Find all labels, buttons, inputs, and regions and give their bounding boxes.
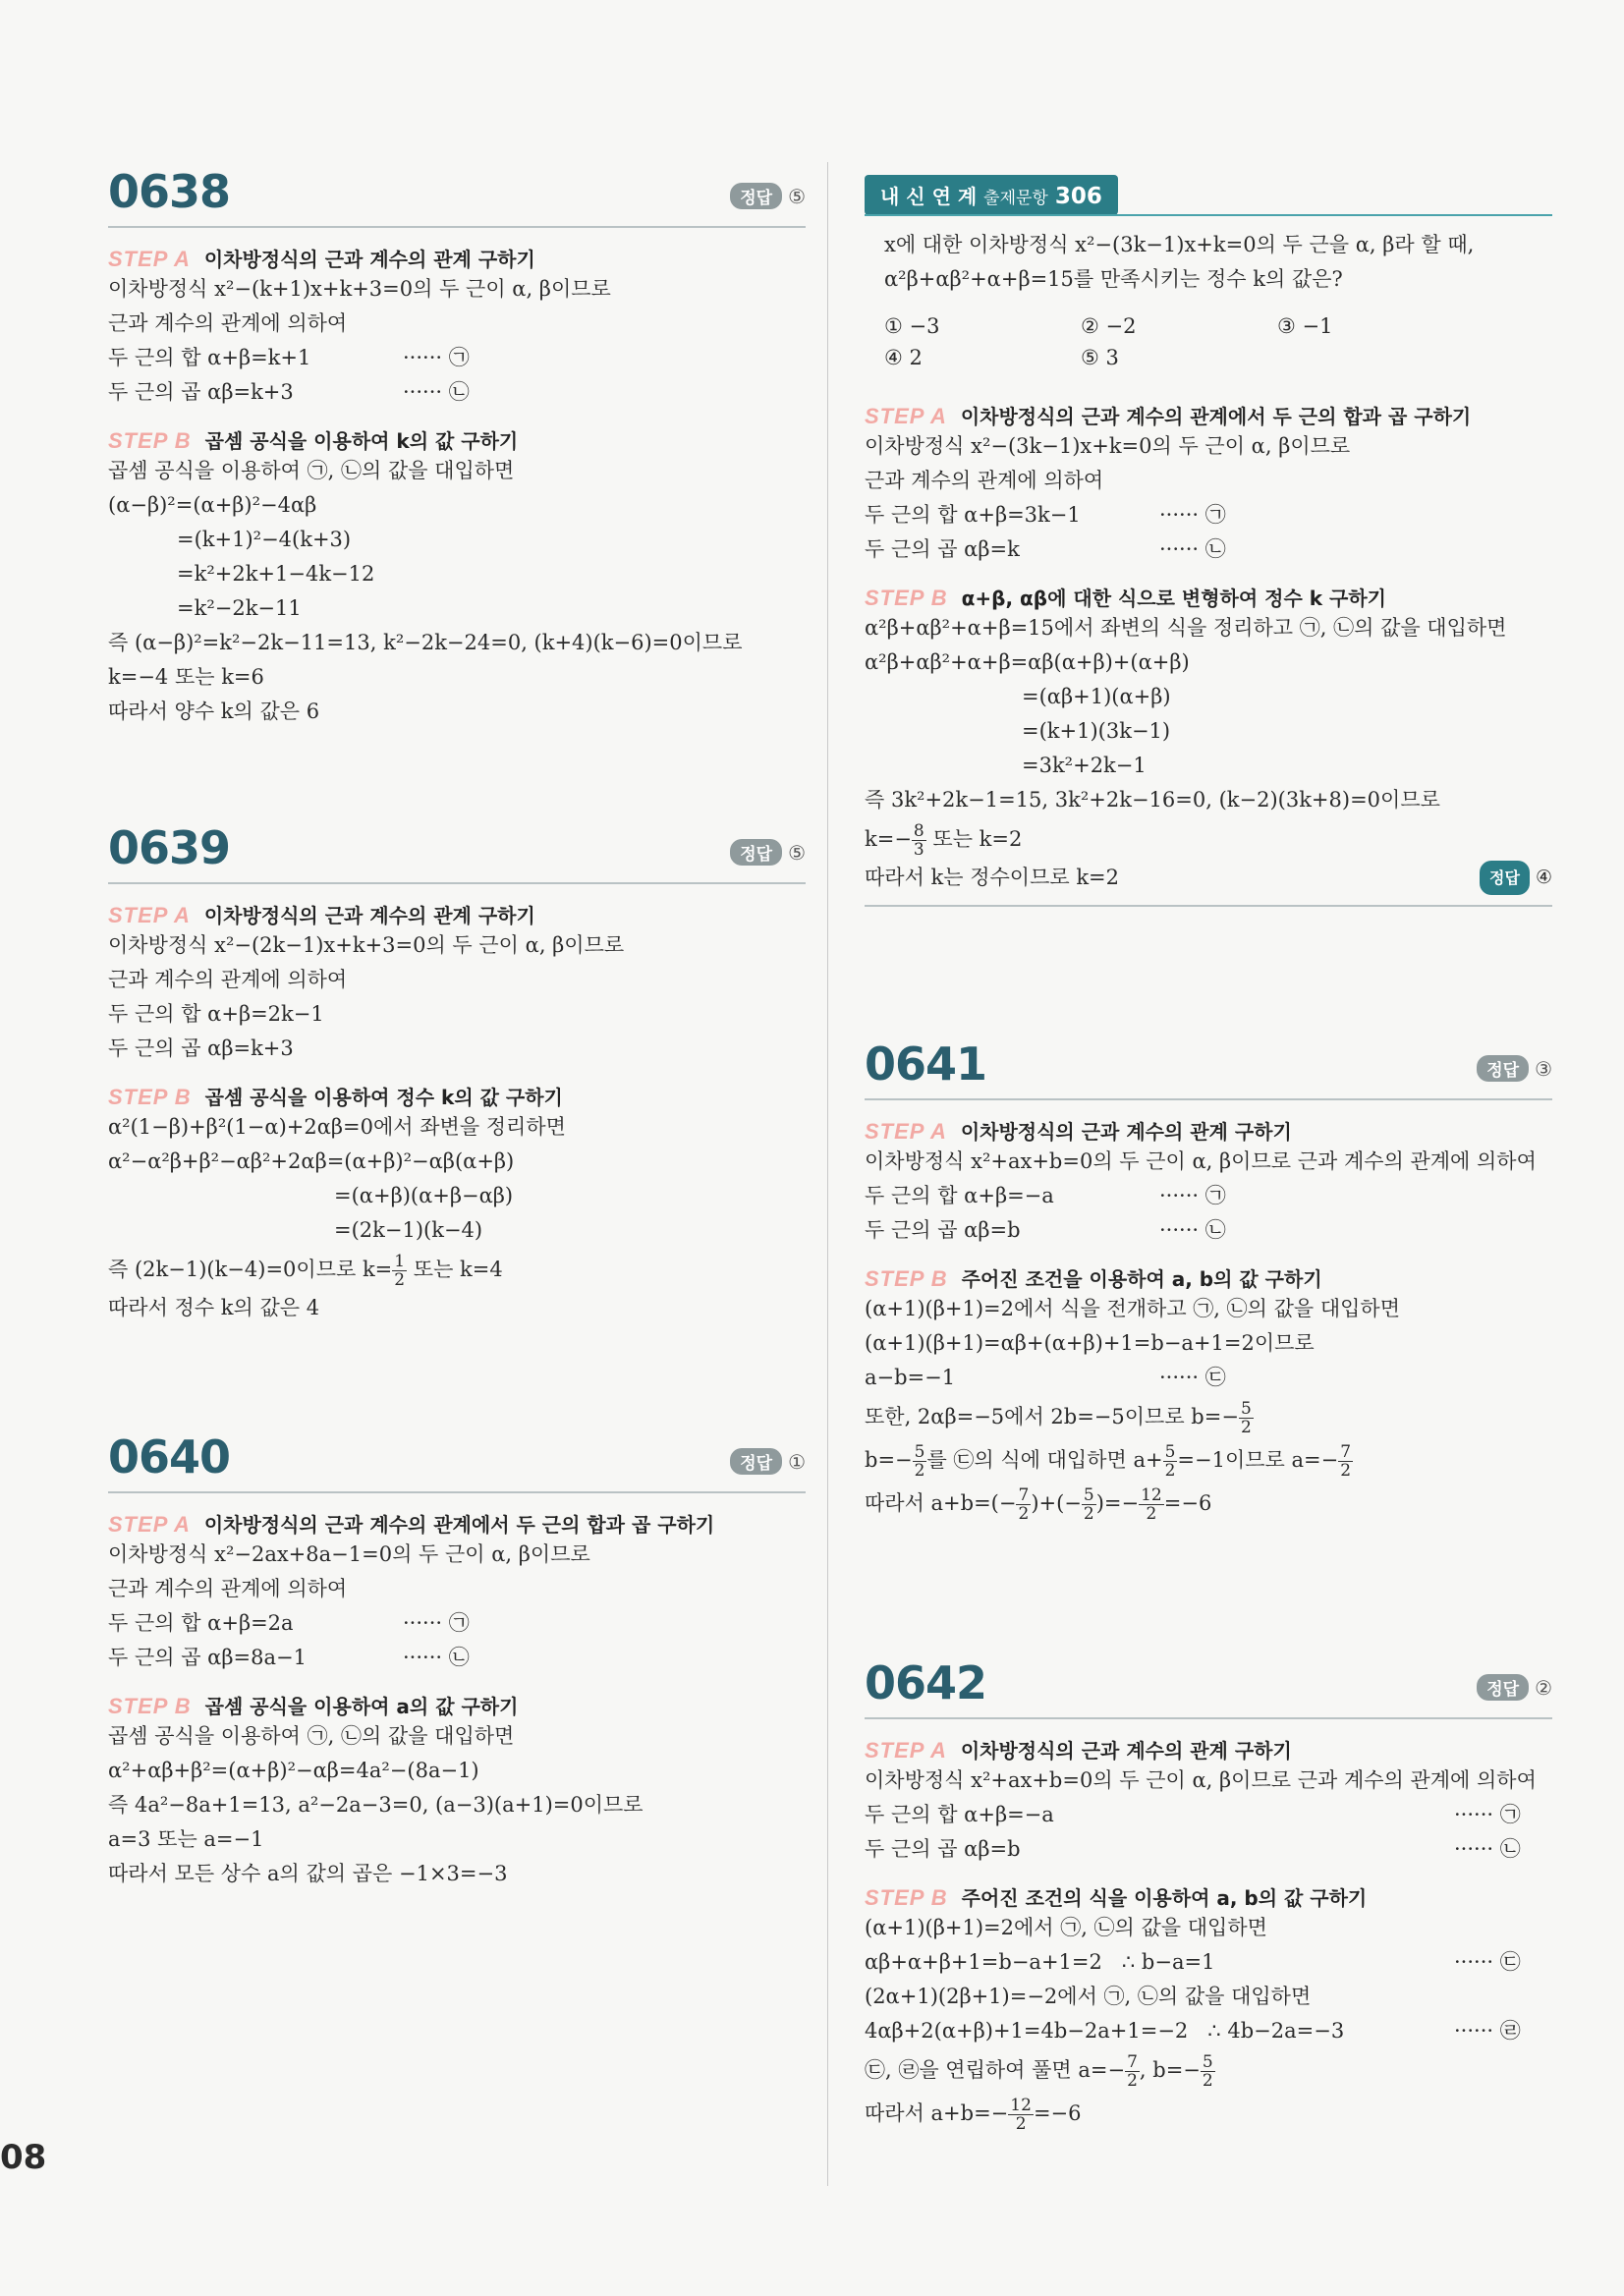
problem-number: 0639 bbox=[108, 821, 231, 874]
step-title: 주어진 조건의 식을 이용하여 a, b의 값 구하기 bbox=[961, 1886, 1368, 1910]
equation-tag: ······ ㉡ bbox=[1159, 537, 1226, 561]
problem-number: 0641 bbox=[865, 1037, 987, 1091]
text-line bbox=[865, 1945, 1552, 1980]
question-line: x에 대한 이차방정식 x²−(3k−1)x+k=0의 두 근을 α, β라 할 때, bbox=[884, 233, 1475, 256]
text-line bbox=[865, 498, 1552, 532]
text-line: 즉 4a²−8a+1=13, a²−2a−3=0, (a−3)(a+1)=0이므로 bbox=[108, 1793, 644, 1817]
choice: ① −3 bbox=[884, 314, 940, 338]
answer-value: ② bbox=[1535, 1676, 1552, 1700]
text-line: 이차방정식 x²−2ax+8a−1=0의 두 근이 α, β이므로 bbox=[108, 1542, 590, 1566]
numerator: 5 bbox=[1083, 1485, 1094, 1505]
fraction bbox=[392, 1253, 407, 1289]
equation: a−b=−1 bbox=[865, 1366, 956, 1389]
fraction bbox=[1016, 1486, 1031, 1523]
answer-value: ⑤ bbox=[788, 841, 806, 865]
problem-number: 0638 bbox=[108, 165, 231, 218]
text-part: 또한, 2αβ=−5에서 2b=−5이므로 b=− bbox=[865, 1405, 1239, 1428]
choice: ③ −1 bbox=[1277, 314, 1333, 338]
denominator: 2 bbox=[1240, 1418, 1252, 1437]
step-label: STEP B bbox=[865, 1885, 948, 1910]
text-line: 즉 (α−β)²=k²−2k−11=13, k²−2k−24=0, (k+4)(k−6)=0이므로 bbox=[108, 631, 743, 654]
numerator: 12 bbox=[1010, 2096, 1032, 2115]
equation: 두 근의 합 α+β=−a bbox=[865, 1184, 1054, 1207]
text-line bbox=[865, 2048, 1552, 2092]
denominator: 2 bbox=[1202, 2071, 1213, 2091]
text-part: =−6 bbox=[1163, 1491, 1212, 1515]
denominator: 2 bbox=[1127, 2071, 1138, 2091]
naesin-sub: 출제문항 bbox=[983, 189, 1048, 208]
text-line bbox=[865, 1832, 1552, 1867]
text-line: α²β+αβ²+α+β=15에서 좌변의 식을 정리하고 ㉠, ㉡의 값을 대입하면 bbox=[865, 616, 1507, 640]
denominator: 2 bbox=[1164, 1461, 1176, 1481]
text-line: 근과 계수의 관계에 의하여 bbox=[108, 1577, 348, 1600]
numerator: 5 bbox=[1240, 1399, 1252, 1419]
text-line: 이차방정식 x²+ax+b=0의 두 근이 α, β이므로 근과 계수의 관계에 의하여 bbox=[865, 1768, 1537, 1792]
text-line: 이차방정식 x²−(3k−1)x+k=0의 두 근이 α, β이므로 bbox=[865, 434, 1351, 458]
answer-value: ⑤ bbox=[788, 185, 806, 208]
numerator: 5 bbox=[1202, 2052, 1213, 2072]
text-line bbox=[865, 1798, 1552, 1832]
step-a-heading bbox=[108, 900, 806, 928]
text-line: (2α+1)(2β+1)=−2에서 ㉠, ㉡의 값을 대입하면 bbox=[865, 1985, 1312, 2008]
problem-0639 bbox=[108, 821, 806, 1325]
divider bbox=[865, 905, 1552, 907]
text-line: 이차방정식 x²+ax+b=0의 두 근이 α, β이므로 근과 계수의 관계에 의하여 bbox=[865, 1149, 1537, 1173]
equation-tag: ······ ㉢ bbox=[1454, 1950, 1521, 1974]
text-part: )+(− bbox=[1031, 1491, 1082, 1515]
naesin-rule bbox=[865, 214, 1552, 216]
step-label: STEP A bbox=[108, 1512, 191, 1537]
step-label: STEP B bbox=[108, 1694, 192, 1718]
equation: =(α+β)(α+β−αβ) bbox=[334, 1184, 514, 1207]
equation-tag: ······ ㉠ bbox=[1159, 1184, 1226, 1207]
text-line bbox=[108, 375, 806, 410]
step-a-heading bbox=[865, 401, 1552, 429]
text-line: 즉 3k²+2k−1=15, 3k²+2k−16=0, (k−2)(3k+8)=0이므로 bbox=[865, 788, 1440, 812]
text-line bbox=[865, 1482, 1552, 1525]
numerator: 7 bbox=[1018, 1485, 1030, 1505]
fraction bbox=[1239, 1400, 1254, 1436]
equation: =(2k−1)(k−4) bbox=[334, 1218, 483, 1242]
denominator: 2 bbox=[1018, 1504, 1030, 1524]
numerator: 1 bbox=[394, 1252, 406, 1271]
numerator: 7 bbox=[1127, 2052, 1138, 2072]
text-line bbox=[865, 1361, 1552, 1395]
equation-tag: ······ ㉡ bbox=[1454, 1837, 1521, 1861]
denominator: 2 bbox=[1015, 2114, 1027, 2134]
step-b-heading bbox=[865, 1263, 1552, 1292]
step-title: 곱셈 공식을 이용하여 a의 값 구하기 bbox=[204, 1695, 519, 1718]
choice: ② −2 bbox=[1081, 314, 1137, 338]
text-line: 곱셈 공식을 이용하여 ㉠, ㉡의 값을 대입하면 bbox=[108, 459, 515, 482]
equation: 두 근의 곱 αβ=b bbox=[865, 1218, 1021, 1242]
text-line bbox=[108, 1641, 806, 1675]
step-title: 이차방정식의 근과 계수의 관계 구하기 bbox=[203, 904, 535, 927]
numerator: 5 bbox=[1164, 1442, 1176, 1462]
answer-badge: 정답 bbox=[730, 183, 782, 209]
step-a-heading bbox=[108, 244, 806, 272]
answer-badge: 정답 bbox=[1480, 861, 1530, 895]
text-line: 따라서 정수 k의 값은 4 bbox=[108, 1296, 320, 1319]
text-part: 또는 k=4 bbox=[407, 1258, 503, 1281]
answer-value: ③ bbox=[1535, 1057, 1552, 1081]
text-part: =−1이므로 a=− bbox=[1177, 1448, 1339, 1472]
denominator: 2 bbox=[1146, 1504, 1157, 1524]
equation: 두 근의 곱 αβ=k+3 bbox=[108, 380, 294, 404]
choice: ④ 2 bbox=[884, 346, 923, 369]
text-part: , b=− bbox=[1139, 2058, 1201, 2082]
divider bbox=[108, 882, 806, 884]
text-part: ㉢, ㉣을 연립하여 풀면 a=− bbox=[865, 2058, 1126, 2082]
naesin-header bbox=[865, 175, 1118, 214]
equation: 두 근의 곱 αβ=8a−1 bbox=[108, 1646, 307, 1669]
equation: α²+αβ+β²=(α+β)²−αβ=4a²−(8a−1) bbox=[108, 1759, 479, 1782]
divider bbox=[865, 1098, 1552, 1100]
equation: αβ+α+β+1=b−a+1=2 ∴ b−a=1 bbox=[865, 1950, 1215, 1974]
step-label: STEP A bbox=[865, 1119, 947, 1144]
equation: 두 근의 곱 αβ=k bbox=[865, 537, 1020, 561]
text-line: (α+1)(β+1)=2에서 식을 전개하고 ㉠, ㉡의 값을 대입하면 bbox=[865, 1297, 1400, 1320]
step-title: 이차방정식의 근과 계수의 관계 구하기 bbox=[203, 248, 535, 271]
text-line bbox=[865, 817, 1552, 861]
problem-0640 bbox=[108, 1430, 806, 1891]
text-line: 곱셈 공식을 이용하여 ㉠, ㉡의 값을 대입하면 bbox=[108, 1724, 515, 1748]
equation-tag: ······ ㉡ bbox=[403, 380, 470, 404]
equation: 두 근의 합 α+β=k+1 bbox=[108, 346, 311, 369]
equation: α²−α²β+β²−αβ²+2αβ=(α+β)²−αβ(α+β) bbox=[108, 1149, 515, 1173]
equation-tag: ······ ㉡ bbox=[1159, 1218, 1226, 1242]
step-title: 주어진 조건을 이용하여 a, b의 값 구하기 bbox=[961, 1267, 1322, 1291]
step-title: 이차방정식의 근과 계수의 관계 구하기 bbox=[960, 1120, 1292, 1144]
step-a-heading bbox=[865, 1735, 1552, 1764]
divider bbox=[108, 226, 806, 228]
problem-0642 bbox=[865, 1656, 1552, 2135]
text-line bbox=[865, 861, 1552, 895]
problem-number: 0642 bbox=[865, 1656, 987, 1709]
fraction bbox=[1008, 2097, 1034, 2133]
answer-label bbox=[730, 839, 806, 866]
answer-label bbox=[730, 1448, 806, 1475]
problem-number: 0640 bbox=[108, 1430, 231, 1484]
step-a-heading bbox=[108, 1509, 806, 1538]
numerator: 7 bbox=[1340, 1442, 1352, 1462]
page-number: 08 bbox=[0, 2138, 47, 2177]
step-b-heading bbox=[865, 1882, 1552, 1911]
text-line: (α+1)(β+1)=αβ+(α+β)+1=b−a+1=2이므로 bbox=[865, 1331, 1315, 1355]
numerator: 5 bbox=[914, 1442, 925, 1462]
text-line bbox=[108, 1248, 806, 1291]
text-line bbox=[865, 1213, 1552, 1248]
step-label: STEP B bbox=[108, 428, 192, 453]
denominator: 2 bbox=[394, 1270, 406, 1290]
column-divider bbox=[827, 162, 828, 2186]
denominator: 2 bbox=[1083, 1504, 1094, 1524]
problem-0641 bbox=[865, 1037, 1552, 1525]
answer-badge: 정답 bbox=[1477, 1055, 1529, 1082]
conclusion: 따라서 k는 정수이므로 k=2 bbox=[865, 866, 1120, 889]
equation: 두 근의 합 α+β=−a bbox=[865, 1803, 1054, 1826]
step-b-heading bbox=[108, 1082, 806, 1110]
step-label: STEP B bbox=[865, 586, 948, 610]
equation-tag: ······ ㉣ bbox=[1454, 2019, 1521, 2043]
denominator: 2 bbox=[1340, 1461, 1352, 1481]
step-b-heading bbox=[865, 583, 1552, 611]
naesin-problem bbox=[865, 228, 1552, 907]
answer-label bbox=[1477, 1055, 1552, 1082]
step-label: STEP A bbox=[865, 404, 947, 428]
text-line: 이차방정식 x²−(2k−1)x+k+3=0의 두 근이 α, β이므로 bbox=[108, 933, 625, 957]
problem-0638 bbox=[108, 165, 806, 729]
step-title: 이차방정식의 근과 계수의 관계에서 두 근의 합과 곱 구하기 bbox=[203, 1513, 715, 1537]
step-b-heading bbox=[108, 425, 806, 454]
text-line: 근과 계수의 관계에 의하여 bbox=[865, 469, 1104, 492]
text-part: 따라서 a+b=(− bbox=[865, 1491, 1017, 1515]
text-part: )=− bbox=[1095, 1491, 1140, 1515]
text-line bbox=[865, 2092, 1552, 2135]
fraction bbox=[912, 822, 926, 859]
text-part: 또는 k=2 bbox=[925, 827, 1023, 851]
text-line: 두 근의 합 α+β=2k−1 bbox=[108, 1002, 324, 1026]
step-title: 곱셈 공식을 이용하여 정수 k의 값 구하기 bbox=[204, 1086, 563, 1109]
fraction bbox=[1139, 1486, 1164, 1523]
text-line: 따라서 모든 상수 a의 값의 곱은 −1×3=−3 bbox=[108, 1862, 508, 1885]
text-line bbox=[865, 1438, 1552, 1482]
text-line: α²(1−β)+β²(1−α)+2αβ=0에서 좌변을 정리하면 bbox=[108, 1115, 566, 1139]
step-title: 곱셈 공식을 이용하여 k의 값 구하기 bbox=[204, 429, 519, 453]
equation: 두 근의 합 α+β=3k−1 bbox=[865, 503, 1081, 527]
equation: =k²−2k−11 bbox=[177, 596, 302, 620]
denominator: 3 bbox=[913, 840, 924, 860]
equation-tag: ······ ㉡ bbox=[403, 1646, 470, 1669]
equation: 두 근의 곱 αβ=b bbox=[865, 1837, 1021, 1861]
text-part: k=− bbox=[865, 827, 912, 851]
equation: (α−β)²=(α+β)²−4αβ bbox=[108, 493, 317, 517]
text-part: 를 ㉢의 식에 대입하면 a+ bbox=[926, 1448, 1163, 1472]
equation: =k²+2k+1−4k−12 bbox=[177, 562, 375, 586]
equation-tag: ······ ㉠ bbox=[403, 1611, 470, 1635]
text-line: 두 근의 곱 αβ=k+3 bbox=[108, 1036, 294, 1060]
equation: α²β+αβ²+α+β=αβ(α+β)+(α+β) bbox=[865, 650, 1190, 674]
answer-label bbox=[1477, 1674, 1552, 1701]
text-line: 근과 계수의 관계에 의하여 bbox=[108, 968, 348, 991]
text-part: 즉 (2k−1)(k−4)=0이므로 k= bbox=[108, 1258, 393, 1281]
question-line: α²β+αβ²+α+β=15를 만족시키는 정수 k의 값은? bbox=[884, 267, 1343, 291]
equation: =(k+1)(3k−1) bbox=[1022, 719, 1171, 743]
fraction bbox=[1338, 1443, 1353, 1480]
text-line bbox=[108, 1606, 806, 1641]
choices-row bbox=[865, 310, 1552, 342]
answer-badge: 정답 bbox=[730, 1448, 782, 1475]
divider bbox=[108, 1491, 806, 1493]
equation-tag: ······ ㉠ bbox=[403, 346, 470, 369]
answer-badge: 정답 bbox=[1477, 1674, 1529, 1701]
fraction bbox=[1201, 2053, 1215, 2090]
step-label: STEP A bbox=[108, 247, 191, 271]
text-line: k=−4 또는 k=6 bbox=[108, 665, 264, 689]
fraction bbox=[1082, 1486, 1096, 1523]
fraction bbox=[1163, 1443, 1178, 1480]
equation-tag: ······ ㉢ bbox=[1159, 1366, 1226, 1389]
naesin-number: 306 bbox=[1054, 184, 1102, 209]
step-label: STEP B bbox=[108, 1085, 192, 1109]
step-label: STEP A bbox=[108, 903, 191, 927]
step-title: α+β, αβ에 대한 식으로 변형하여 정수 k 구하기 bbox=[961, 587, 1386, 610]
step-title: 이차방정식의 근과 계수의 관계 구하기 bbox=[960, 1739, 1292, 1763]
answer-badge: 정답 bbox=[730, 839, 782, 866]
text-line: (α+1)(β+1)=2에서 ㉠, ㉡의 값을 대입하면 bbox=[865, 1916, 1267, 1939]
step-label: STEP B bbox=[865, 1266, 948, 1291]
divider bbox=[865, 1717, 1552, 1719]
text-line bbox=[865, 1179, 1552, 1213]
choice: ⑤ 3 bbox=[1081, 346, 1119, 369]
equation: 두 근의 합 α+β=2a bbox=[108, 1611, 294, 1635]
choices-row bbox=[865, 342, 1552, 373]
text-line: a=3 또는 a=−1 bbox=[108, 1827, 264, 1851]
equation: =(k+1)²−4(k+3) bbox=[177, 528, 352, 551]
step-a-heading bbox=[865, 1116, 1552, 1145]
equation-tag: ······ ㉠ bbox=[1159, 503, 1226, 527]
text-part: =−6 bbox=[1033, 2101, 1082, 2125]
naesin-label: 내 신 연 계 bbox=[880, 185, 978, 208]
equation-tag: ······ ㉠ bbox=[1454, 1803, 1521, 1826]
step-label: STEP A bbox=[865, 1738, 947, 1763]
text-part: 따라서 a+b=− bbox=[865, 2101, 1009, 2125]
text-line bbox=[865, 1395, 1552, 1438]
answer-label bbox=[1480, 861, 1552, 895]
text-line: 따라서 양수 k의 값은 6 bbox=[108, 700, 320, 723]
text-part: b=− bbox=[865, 1448, 913, 1472]
answer-value: ④ bbox=[1535, 867, 1552, 888]
equation: =(αβ+1)(α+β) bbox=[1022, 685, 1171, 708]
naesin-badge bbox=[865, 175, 1118, 215]
step-b-heading bbox=[108, 1691, 806, 1719]
numerator: 8 bbox=[913, 821, 924, 841]
fraction bbox=[1125, 2053, 1140, 2090]
step-title: 이차방정식의 근과 계수의 관계에서 두 근의 합과 곱 구하기 bbox=[960, 405, 1472, 428]
fraction bbox=[913, 1443, 927, 1480]
equation: 4αβ+2(α+β)+1=4b−2a+1=−2 ∴ 4b−2a=−3 bbox=[865, 2019, 1345, 2043]
text-line bbox=[865, 532, 1552, 567]
text-line bbox=[108, 341, 806, 375]
text-line: 근과 계수의 관계에 의하여 bbox=[108, 311, 348, 335]
text-line: 이차방정식 x²−(k+1)x+k+3=0의 두 근이 α, β이므로 bbox=[108, 277, 611, 301]
answer-value: ① bbox=[788, 1450, 806, 1474]
equation: =3k²+2k−1 bbox=[1022, 754, 1147, 777]
denominator: 2 bbox=[914, 1461, 925, 1481]
answer-label bbox=[730, 183, 806, 209]
text-line bbox=[865, 2014, 1552, 2048]
numerator: 12 bbox=[1141, 1485, 1162, 1505]
